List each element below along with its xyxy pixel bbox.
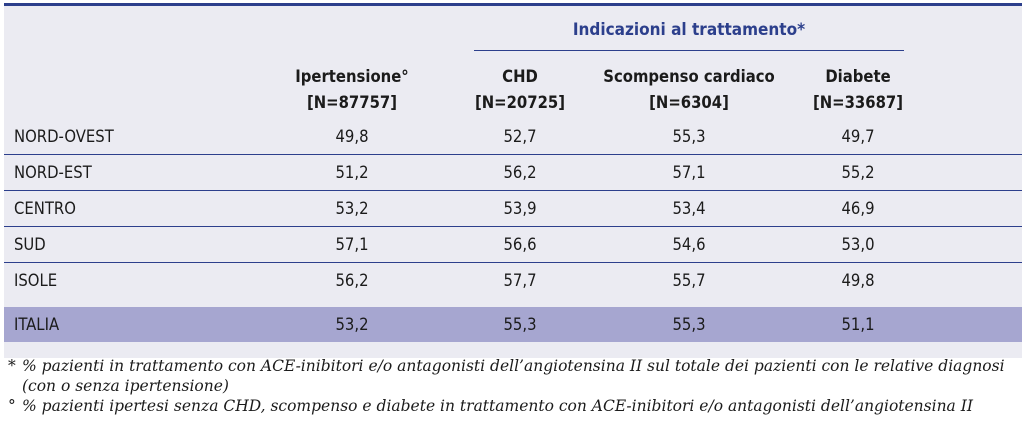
cell-ipertensione: 56,2 bbox=[335, 271, 369, 290]
column-header-chd bbox=[440, 64, 600, 116]
cell-chd: 56,2 bbox=[503, 163, 537, 182]
table-row bbox=[4, 227, 1022, 263]
column-header-count: [N=33687] bbox=[812, 93, 904, 112]
column-header-scompenso bbox=[579, 64, 799, 116]
column-header-ipertensione bbox=[272, 64, 432, 116]
cell-diabete: 55,2 bbox=[841, 163, 875, 182]
table-row bbox=[4, 191, 1022, 227]
cell-chd: 57,7 bbox=[503, 271, 537, 290]
cell-chd: 52,7 bbox=[503, 127, 537, 146]
data-table bbox=[4, 3, 1022, 358]
total-row bbox=[4, 307, 1022, 342]
cell-scompenso: 55,7 bbox=[672, 271, 706, 290]
cell-diabete: 46,9 bbox=[841, 199, 875, 218]
footnotes bbox=[4, 356, 1022, 416]
table-row bbox=[4, 119, 1022, 155]
cell-diabete: 49,8 bbox=[841, 271, 875, 290]
row-label: NORD-OVEST bbox=[14, 127, 114, 146]
cell-chd: 56,6 bbox=[503, 235, 537, 254]
footnote bbox=[4, 356, 1022, 396]
cell-ipertensione: 49,8 bbox=[335, 127, 369, 146]
cell-chd: 53,9 bbox=[503, 199, 537, 218]
cell-diabete: 49,7 bbox=[841, 127, 875, 146]
column-header-count: [N=6304] bbox=[649, 93, 729, 112]
cell-ipertensione: 53,2 bbox=[335, 199, 369, 218]
row-label: CENTRO bbox=[14, 199, 76, 218]
group-header: Indicazioni al trattamento* bbox=[572, 20, 806, 40]
cell-scompenso: 53,4 bbox=[672, 199, 706, 218]
cell-ipertensione: 53,2 bbox=[335, 315, 369, 334]
cell-scompenso: 55,3 bbox=[672, 315, 706, 334]
cell-diabete: 53,0 bbox=[841, 235, 875, 254]
footnote bbox=[4, 396, 1022, 416]
footnote-mark: ° bbox=[8, 397, 16, 415]
column-header-title: Ipertensione° bbox=[295, 67, 409, 86]
column-header-title: Diabete bbox=[825, 67, 891, 86]
column-header-title: Scompenso cardiaco bbox=[603, 67, 775, 86]
cell-scompenso: 54,6 bbox=[672, 235, 706, 254]
cell-ipertensione: 51,2 bbox=[335, 163, 369, 182]
row-label: ITALIA bbox=[14, 315, 60, 334]
table-row bbox=[4, 155, 1022, 191]
column-header-diabete bbox=[778, 64, 938, 116]
footnote-mark: * bbox=[8, 357, 16, 375]
cell-ipertensione: 57,1 bbox=[335, 235, 369, 254]
row-label: NORD-EST bbox=[14, 163, 92, 182]
cell-chd: 55,3 bbox=[503, 315, 537, 334]
cell-diabete: 51,1 bbox=[841, 315, 875, 334]
cell-scompenso: 57,1 bbox=[672, 163, 706, 182]
group-header-rule bbox=[474, 50, 904, 51]
column-header-count: [N=87757] bbox=[306, 93, 398, 112]
footnote-text: % pazienti ipertesi senza CHD, scompenso e diabete in trattamento con ACE-inibitori e/o antagonisti dell’angiotensina II bbox=[22, 397, 973, 415]
row-label: SUD bbox=[14, 235, 46, 254]
column-header-count: [N=20725] bbox=[474, 93, 566, 112]
row-label: ISOLE bbox=[14, 271, 58, 290]
footnote-text: % pazienti in trattamento con ACE-inibitori e/o antagonisti dell’angiotensina II sul totale dei pazienti con le relative diagnosi (con o senza ipertensione) bbox=[22, 357, 1005, 395]
cell-scompenso: 55,3 bbox=[672, 127, 706, 146]
column-header-title: CHD bbox=[502, 67, 538, 86]
table-row bbox=[4, 263, 1022, 298]
